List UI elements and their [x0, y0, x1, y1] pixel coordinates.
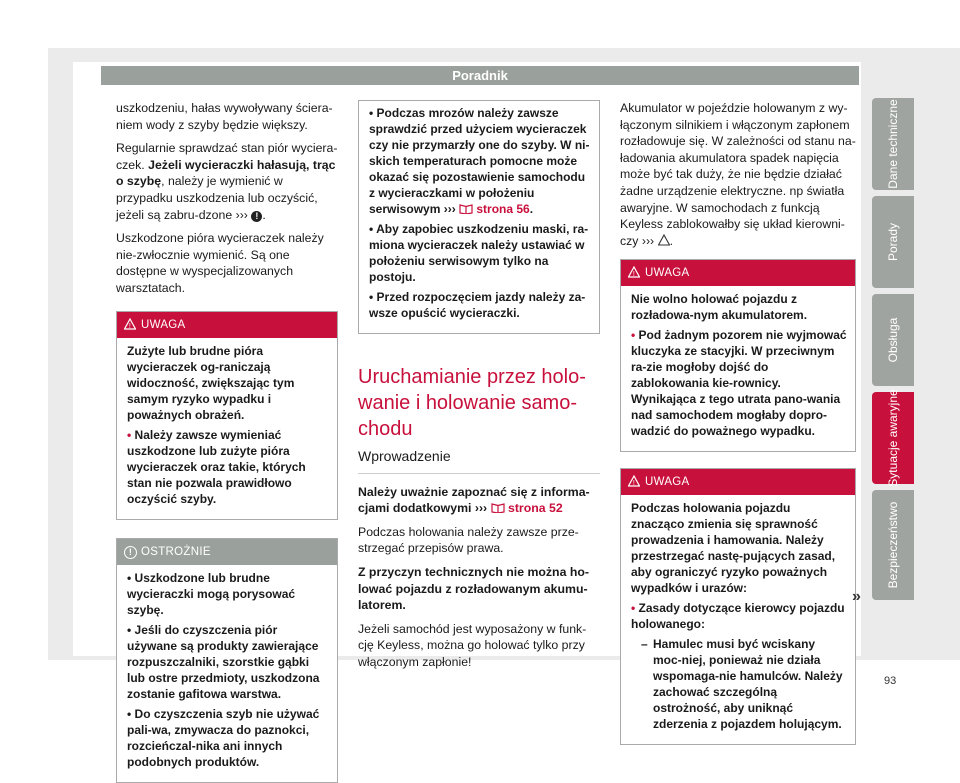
- warning-triangle-icon: [658, 234, 670, 246]
- tab-sytuacje-awaryjne[interactable]: Sytuacje awaryjne: [872, 392, 914, 484]
- paragraph: Regularnie sprawdzać stan piór wyciera-czek. Jeżeli wycieraczki hałasują, trąc o szybę, należy je wymienić w przypadku uszkodzenia lub oczyścić, jeżeli są zabru-dzone ››› ! .: [116, 141, 338, 222]
- paragraph: Jeżeli samochód jest wyposażony w funk-cję Keyless, można go holować tylko przy włączonym zapłonie!: [358, 621, 587, 669]
- caution-box-continued: • Podczas mrozów należy zawsze sprawdzić przed użyciem wycieraczek czy nie przymarzły one do szyby. W ni-skich temperaturach pomocne może okazać się pozostawienie samochodu z wycieraczkami w położeniu serwisowym ››› strona 56. • Aby zapobiec uszkodzeniu maski, ra-miona wycieraczek należy ustawiać w położeniu serwisowym tylko na postoju. • Przed rozpoczęciem jazdy należy za-wsze opuścić wycieraczki.: [358, 100, 600, 334]
- paragraph: Akumulator w pojeździe holowanym z wy-łączonym silnikiem i włączonym zapłonem rozładowuje się. W zależności od stanu na-ładowania akumulatora spadek napięcia może być tak duży, że nie będzie działać żadne urządzenie elektryczne. np światła awaryjne. W samochodach z funkcją Keyless zablokowałby się układ kierowni-czy ››› .: [620, 101, 856, 248]
- warning-body: Podczas holowania pojazdu znacząco zmienia się sprawność prowadzenia i hamowania. Należy przestrzegać nastę-pujących zasad, aby ograniczyć ryzyko poważnych wypadków i urazów: • Zasady dotyczące kierowcy pojazdu holowanego: – Hamulec musi być wciskany moc-niej, ponieważ nie działa wspomaga-nie hamulców. Należy zachować szczególną ostrożność, aby uniknąć zderzenia z pojazdem holującym.: [621, 495, 855, 744]
- tab-bezpieczenstwo[interactable]: Bezpieczeństwo: [872, 490, 914, 600]
- paragraph: Podczas holowania należy zawsze prze-strzegać przepisów prawa.: [358, 524, 579, 556]
- book-icon: [491, 502, 505, 513]
- caution-icon: !: [124, 546, 137, 559]
- warning-header: ! UWAGA: [117, 312, 337, 338]
- warning-triangle-icon: [628, 266, 640, 278]
- caution-box: [116, 538, 338, 783]
- paragraph: Należy uważnie zapoznać się z informa-cjami dodatkowymi ››› strona 52: [358, 484, 590, 516]
- warning-body: Nie wolno holować pojazdu z rozładowa-nym akumulatorem. • Pod żadnym pozorem nie wyjmować kluczyka ze stacyjki. W przeciwnym ra-zie mogłoby dojść do zablokowania kie-rownicy. Wynikająca z tego utrata pano-wania nad samochodem mogłaby dopro-wadzić do poważnego wypadku.: [621, 286, 855, 451]
- svg-text:!: !: [632, 480, 636, 488]
- column-2: [358, 100, 600, 678]
- svg-text:!: !: [632, 271, 636, 279]
- page-number: 93: [884, 675, 897, 687]
- warning-triangle-icon: [628, 475, 640, 487]
- warning-triangle-icon: [124, 318, 136, 330]
- warning-box: [620, 468, 856, 745]
- warning-header: ! UWAGA: [621, 260, 855, 286]
- warning-header: ! UWAGA: [621, 469, 855, 495]
- section-subtitle: Wprowadzenie: [358, 448, 600, 474]
- warning-body: Zużyte lub brudne pióra wycieraczek og-raniczają widoczność, zwiększając tym samym ryzyko wypadku i poważnych obrażeń. • Należy zawsze wymieniać uszkodzone lub zużyte pióra wycieraczek oraz takie, których stan nie pozwala prawidłowo oczyścić szyby.: [117, 338, 337, 519]
- caution-body: • Uszkodzone lub brudne wycieraczki mogą porysować szybę. • Jeśli do czyszczenia piór używane są produkty zawierające rozpuszczalniki, szorstkie gąbki lub ostre przedmioty, uszkodzona zostanie gafitowa warstwa. • Do czyszczenia szyb nie używać pali-wa, zmywacza do paznokci, rozcieńczal-nika ani innych podobnych produktów.: [117, 565, 337, 782]
- paragraph: Z przyczyn technicznych nie można ho-lować pojazdu z rozładowanym akumu-latorem.: [358, 564, 589, 613]
- continued-marker: »: [852, 588, 861, 605]
- tab-porady[interactable]: Porady: [872, 196, 914, 288]
- section-title: Uruchamianie przez holo-wanie i holowanie samo-chodu: [358, 366, 586, 440]
- book-icon: [459, 203, 473, 214]
- warning-circle-icon: !: [251, 211, 262, 222]
- column-3: [620, 100, 856, 745]
- warning-box: [116, 311, 338, 520]
- paragraph: Uszkodzone pióra wycieraczek należy nie-zwłocznie wymienić. Są one dostępne w wyspecjalizowanych warsztatach.: [116, 231, 324, 295]
- page-header: Poradnik: [101, 66, 859, 85]
- column-1: [116, 100, 338, 783]
- paragraph: uszkodzeniu, hałas wywoływany ściera-niem wody z szyby będzie większy.: [116, 101, 333, 132]
- svg-text:!: !: [128, 322, 132, 330]
- tab-dane-techniczne[interactable]: Dane techniczne: [872, 98, 914, 190]
- tab-obsluga[interactable]: Obsługa: [872, 294, 914, 386]
- warning-box: [620, 259, 856, 452]
- caution-header: ! OSTROŻNIE: [117, 539, 337, 565]
